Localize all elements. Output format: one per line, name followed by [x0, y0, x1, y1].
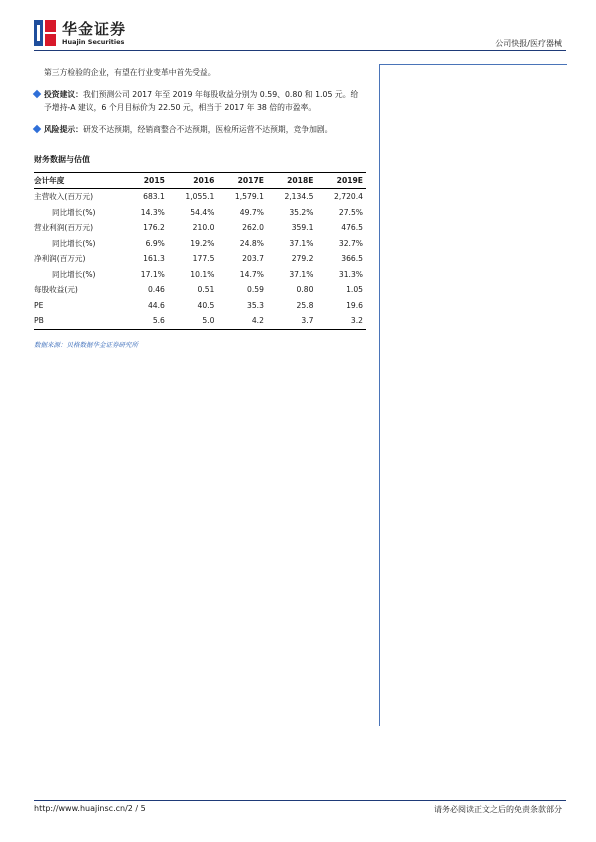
table-cell: 176.2 — [143, 223, 165, 233]
column-header: 2017E — [217, 173, 267, 189]
table-cell: 476.5 — [341, 223, 363, 233]
row-label: 同比增长(%) — [52, 269, 96, 279]
diamond-bullet-icon — [33, 124, 41, 132]
table-cell: 37.1% — [289, 238, 314, 248]
risk-text: 研发不达预期，经销商整合不达预期，医检所运营不达预期，竞争加剧。 — [82, 124, 333, 134]
table-cell: 14.7% — [239, 269, 264, 279]
table-row — [34, 236, 366, 252]
company-logo — [34, 18, 144, 48]
table-row — [34, 282, 366, 298]
table-cell: 2,134.5 — [284, 192, 314, 202]
table-cell: 14.3% — [140, 207, 165, 217]
risk-paragraph — [34, 123, 364, 137]
table-header-row — [34, 173, 366, 189]
table-cell: 37.1% — [289, 269, 314, 279]
column-header: 2016 — [168, 173, 218, 189]
table-cell: 49.7% — [239, 207, 264, 217]
table-cell: 0.51 — [197, 285, 215, 295]
column-header: 2019E — [316, 173, 366, 189]
table-row — [34, 251, 366, 267]
table-cell: 54.4% — [190, 207, 215, 217]
table-cell: 0.80 — [296, 285, 314, 295]
table-cell: 203.7 — [242, 254, 264, 264]
row-label: 同比增长(%) — [52, 238, 96, 248]
intro-paragraph: 第三方检验的企业，有望在行业变革中首先受益。 — [44, 68, 216, 77]
footer-disclaimer: 请务必阅读正文之后的免责条款部分 — [434, 805, 562, 814]
table-cell: 3.2 — [316, 313, 366, 329]
row-label: PB — [34, 313, 125, 329]
header-divider — [34, 50, 566, 51]
table-cell: 0.46 — [147, 285, 165, 295]
logo-chinese-name: 华金证券 — [62, 20, 127, 38]
huajin-logo-icon — [34, 20, 56, 46]
table-cell: 17.1% — [140, 269, 165, 279]
financials-title: 财务数据与估值 — [34, 155, 90, 164]
investment-lead: 投资建议： — [44, 89, 83, 99]
table-cell: 0.59 — [247, 285, 264, 295]
report-category: 公司快报/医疗器械 — [495, 39, 562, 48]
financials-table — [34, 172, 366, 330]
report-body — [34, 66, 364, 136]
table-cell: 5.6 — [125, 313, 168, 329]
row-label: PE — [34, 300, 44, 310]
sidebar-divider — [379, 64, 380, 726]
row-label: 每股收益(元) — [34, 285, 78, 295]
footer-url-page[interactable]: http://www.huajinsc.cn/2 / 5 — [34, 804, 146, 813]
table-cell: 1.05 — [346, 285, 363, 295]
row-label: 净利润(百万元) — [34, 254, 86, 264]
investment-paragraph — [34, 88, 364, 115]
table-row — [34, 205, 366, 221]
table-row — [34, 220, 366, 236]
table-row — [34, 189, 366, 205]
table-cell: 19.6 — [346, 300, 363, 310]
risk-lead: 风险提示： — [44, 124, 83, 134]
table-cell: 32.7% — [338, 238, 363, 248]
row-label: 同比增长(%) — [52, 207, 96, 217]
table-cell: 366.5 — [341, 254, 363, 264]
table-cell: 6.9% — [145, 238, 165, 248]
footer-divider — [34, 800, 566, 801]
table-cell: 24.8% — [239, 238, 264, 248]
table-cell: 19.2% — [190, 238, 215, 248]
table-cell: 35.3 — [247, 300, 264, 310]
table-cell: 40.5 — [197, 300, 215, 310]
table-row — [34, 267, 366, 283]
column-header: 2015 — [125, 173, 168, 189]
column-header: 会计年度 — [34, 173, 125, 189]
diamond-bullet-icon — [33, 89, 41, 97]
table-cell: 1,579.1 — [234, 192, 264, 202]
table-cell: 177.5 — [192, 254, 215, 264]
table-cell: 683.1 — [143, 192, 165, 202]
table-cell: 35.2% — [289, 207, 314, 217]
table-cell: 262.0 — [242, 223, 264, 233]
table-cell: 161.3 — [143, 254, 165, 264]
table-cell: 44.6 — [147, 300, 165, 310]
data-source-note: 数据来源：贝格数据华金证券研究所 — [34, 341, 138, 349]
table-cell: 279.2 — [291, 254, 314, 264]
table-row — [34, 298, 366, 314]
sidebar-top-rule — [379, 64, 567, 65]
table-cell: 2,720.4 — [334, 192, 363, 202]
table-cell: 31.3% — [338, 269, 363, 279]
table-cell: 4.2 — [217, 313, 267, 329]
table-cell: 3.7 — [267, 313, 317, 329]
table-cell: 25.8 — [296, 300, 314, 310]
table-cell: 5.0 — [168, 313, 218, 329]
table-cell: 1,055.1 — [185, 192, 215, 202]
table-cell: 10.1% — [190, 269, 215, 279]
row-label: 主营收入(百万元) — [34, 192, 94, 202]
table-cell: 359.1 — [291, 223, 314, 233]
investment-text: 我们预测公司 2017 年至 2019 年每股收益分别为 0.59、0.80 和 1.05 元。给予增持-A 建议，6 个月目标价为 22.50 元，相当于 2017 年 38 倍的市盈率。 — [44, 89, 359, 112]
table-cell: 210.0 — [192, 223, 215, 233]
table-cell: 27.5% — [338, 207, 363, 217]
row-label: 营业利润(百万元) — [34, 223, 94, 233]
table-row — [34, 313, 366, 329]
column-header: 2018E — [267, 173, 317, 189]
logo-english-name: Huajin Securities — [62, 38, 125, 46]
